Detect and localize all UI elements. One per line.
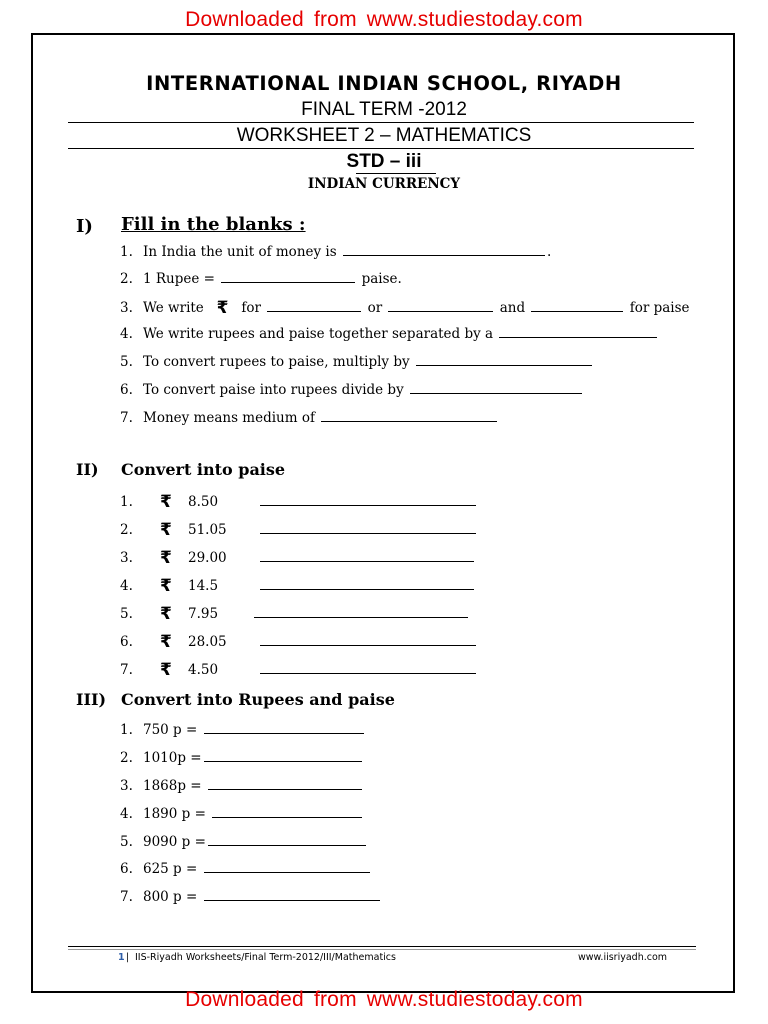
answer-blank[interactable] — [254, 606, 468, 618]
worksheet-title: WORKSHEET 2 – MATHEMATICS — [236, 125, 532, 146]
item-number: 3. — [120, 300, 133, 316]
watermark-bottom: Downloaded from www.studiestoday.com — [185, 988, 583, 1011]
section2-title: Convert into paise — [121, 460, 286, 479]
item-text: In India the unit of money is — [143, 244, 337, 260]
list-item — [120, 410, 499, 426]
item-number: 2. — [120, 522, 133, 538]
list-item — [120, 326, 659, 342]
list-item — [120, 354, 594, 370]
answer-blank[interactable] — [204, 750, 362, 762]
answer-blank[interactable] — [208, 778, 362, 790]
rupee-icon: ₹ — [160, 632, 172, 652]
answer-blank[interactable] — [204, 722, 364, 734]
amount: 51.05 — [188, 522, 227, 538]
answer-blank[interactable] — [260, 634, 476, 646]
item-text: for — [241, 300, 261, 316]
item-text: 9090 p = — [143, 834, 206, 850]
answer-blank[interactable] — [531, 300, 623, 312]
item-text: for paise — [629, 300, 690, 316]
item-text: 1010p = — [143, 750, 202, 766]
footer-website: www.iisriyadh.com — [578, 952, 668, 963]
list-item — [120, 778, 364, 794]
item-number: 6. — [120, 382, 133, 398]
item-text: To convert rupees to paise, multiply by — [143, 354, 410, 370]
rupee-icon: ₹ — [160, 576, 172, 596]
amount: 4.50 — [188, 662, 219, 678]
list-item — [120, 244, 551, 260]
list-item — [120, 632, 478, 652]
school-name: INTERNATIONAL INDIAN SCHOOL, RIYADH — [146, 72, 622, 95]
answer-blank[interactable] — [260, 662, 476, 674]
amount: 29.00 — [188, 550, 227, 566]
item-number: 2. — [120, 271, 133, 287]
divider — [68, 122, 694, 123]
section3-title: Convert into Rupees and paise — [121, 690, 395, 709]
answer-blank[interactable] — [212, 806, 362, 818]
item-number: 2. — [120, 750, 133, 766]
list-item — [120, 722, 366, 738]
answer-blank[interactable] — [343, 244, 545, 256]
divider — [68, 148, 694, 149]
list-item — [120, 298, 690, 318]
answer-blank[interactable] — [204, 889, 380, 901]
footer-divider — [68, 949, 696, 950]
item-number: 5. — [120, 354, 133, 370]
footer-divider — [68, 946, 696, 947]
amount: 14.5 — [188, 578, 219, 594]
answer-blank[interactable] — [267, 300, 361, 312]
footer-path: IIS-Riyadh Worksheets/Final Term-2012/III/Mathematics — [135, 952, 396, 963]
item-text: Money means medium of — [143, 410, 315, 426]
item-text: paise. — [361, 271, 402, 287]
item-number: 4. — [120, 326, 133, 342]
list-item — [120, 520, 478, 540]
std-underline — [356, 173, 436, 174]
answer-blank[interactable] — [410, 382, 582, 394]
amount: 7.95 — [188, 606, 219, 622]
rupee-icon: ₹ — [216, 298, 229, 318]
item-text: . — [546, 244, 552, 260]
item-number: 7. — [120, 662, 133, 678]
term-title: FINAL TERM -2012 — [301, 99, 467, 120]
rupee-icon: ₹ — [160, 520, 172, 540]
answer-blank[interactable] — [388, 300, 493, 312]
answer-blank[interactable] — [499, 326, 657, 338]
watermark-top: Downloaded from www.studiestoday.com — [185, 8, 583, 31]
item-number: 7. — [120, 410, 133, 426]
item-text: 1890 p = — [143, 806, 206, 822]
section2-number: II) — [76, 460, 99, 479]
section1-title: Fill in the blanks : — [121, 214, 306, 235]
answer-blank[interactable] — [204, 861, 370, 873]
answer-blank[interactable] — [260, 550, 474, 562]
rupee-icon: ₹ — [160, 548, 172, 568]
list-item — [120, 604, 470, 624]
list-item — [120, 660, 478, 680]
list-item — [120, 576, 476, 596]
amount: 28.05 — [188, 634, 227, 650]
item-number: 1. — [120, 244, 133, 260]
list-item — [120, 861, 372, 877]
item-number: 7. — [120, 889, 133, 905]
list-item — [120, 492, 478, 512]
item-text: 625 p = — [143, 861, 198, 877]
answer-blank[interactable] — [260, 522, 476, 534]
list-item — [120, 271, 402, 287]
item-number: 4. — [120, 806, 133, 822]
item-text: 750 p = — [143, 722, 198, 738]
list-item — [120, 834, 368, 850]
list-item — [120, 382, 584, 398]
item-text: We write rupees and paise together separated by a — [143, 326, 494, 342]
page-number: 1 — [118, 952, 125, 963]
item-text: 1868p = — [143, 778, 202, 794]
answer-blank[interactable] — [260, 578, 474, 590]
item-number: 6. — [120, 634, 133, 650]
item-number: 3. — [120, 778, 133, 794]
item-text: 1 Rupee = — [143, 271, 215, 287]
answer-blank[interactable] — [221, 271, 355, 283]
item-text: 800 p = — [143, 889, 198, 905]
item-text: We write — [143, 300, 204, 316]
section3-number: III) — [76, 690, 107, 709]
item-number: 4. — [120, 578, 133, 594]
amount: 8.50 — [188, 494, 219, 510]
list-item — [120, 806, 364, 822]
footer-separator: | — [126, 952, 130, 963]
item-number: 1. — [120, 722, 133, 738]
item-number: 6. — [120, 861, 133, 877]
list-item — [120, 548, 476, 568]
topic-title: INDIAN CURRENCY — [307, 176, 461, 192]
answer-blank[interactable] — [416, 354, 592, 366]
item-number: 1. — [120, 494, 133, 510]
rupee-icon: ₹ — [160, 492, 172, 512]
item-number: 3. — [120, 550, 133, 566]
item-text: To convert paise into rupees divide by — [143, 382, 404, 398]
list-item — [120, 750, 364, 766]
section1-number: I) — [76, 216, 93, 237]
std-title: STD – iii — [346, 151, 422, 172]
answer-blank[interactable] — [321, 410, 497, 422]
rupee-icon: ₹ — [160, 604, 172, 624]
rupee-icon: ₹ — [160, 660, 172, 680]
list-item — [120, 889, 382, 905]
answer-blank[interactable] — [260, 494, 476, 506]
item-text: and — [499, 300, 526, 316]
item-number: 5. — [120, 606, 133, 622]
item-text: or — [367, 300, 383, 316]
answer-blank[interactable] — [208, 834, 366, 846]
item-number: 5. — [120, 834, 133, 850]
